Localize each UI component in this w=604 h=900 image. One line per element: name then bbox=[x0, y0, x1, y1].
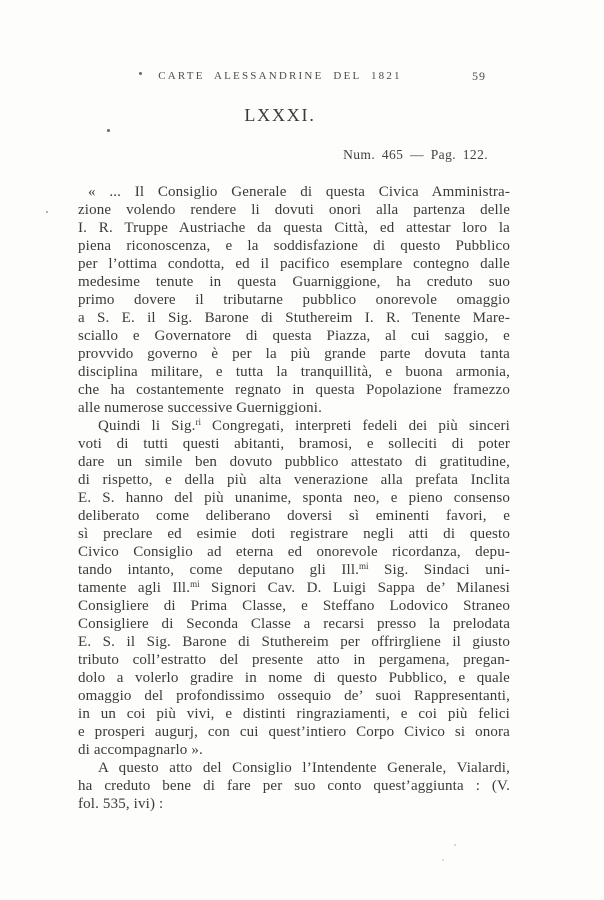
text-line: che ha costantemente regnato in questa Popolazione framezzo bbox=[78, 382, 510, 398]
text-line: sì preclare ed esimie doti registrare negli atti di questo bbox=[78, 526, 510, 542]
section-heading: LXXXI. bbox=[244, 105, 316, 125]
text-line: medesime tenute in questa Guarniggione, ha creduto suo bbox=[78, 274, 510, 290]
text-line: di rispetto, e della più alta venerazione alla prefata Inclita bbox=[78, 472, 510, 488]
text-line: dolo a volerlo gradire in nome di questo Pubblico, e quale bbox=[78, 670, 510, 686]
text-line: primo dovere il tributarne pubblico onorevole omaggio bbox=[78, 292, 510, 308]
paragraph bbox=[78, 183, 510, 417]
page-number: 59 bbox=[472, 69, 486, 83]
text-line: tando intanto, come deputano gli Ill.$^{mi}$ Sig. Sindaci uni- bbox=[78, 561, 510, 578]
text-line: per l’ottima condotta, ed il pacifico esemplare contegno dalle bbox=[78, 256, 510, 272]
text-line: E. S. hanno del più unanime, sponta neo, e pieno consenso bbox=[78, 490, 510, 506]
text-line: Quindi li Sig.$^{ri}$ Congregati, interpreti fedeli dei più sinceri bbox=[98, 417, 510, 434]
paragraph bbox=[78, 759, 510, 813]
text-line: zione volendo rendere li dovuti onori alla partenza delle bbox=[78, 202, 510, 218]
scan-speck bbox=[107, 129, 110, 132]
text-line: provvido governo è per la più grande parte dovuta tanta bbox=[78, 346, 510, 362]
scan-speck bbox=[139, 72, 142, 75]
text-line: tributo coll’estratto del presente atto in pergamena, pregan- bbox=[78, 652, 510, 668]
scan-speck bbox=[454, 844, 456, 846]
text-line: I. R. Truppe Austriache da questa Città, ed attestar loro la bbox=[78, 220, 510, 236]
text-line: sciallo e Governatore di questa Piazza, al cui saggio, e bbox=[78, 328, 510, 344]
scan-speck bbox=[442, 859, 444, 861]
text-line: Consigliere di Prima Classe, e Steffano Lodovico Straneo bbox=[78, 598, 510, 614]
text-line: dare un simile ben dovuto pubblico attestato di gratitudine, bbox=[78, 454, 510, 470]
text-line: deliberato come deliberano doversi sì eminenti favori, e bbox=[78, 508, 510, 524]
text-line: e prosperi augurj, con cui quest’intiero Corpo Civico si onora bbox=[78, 724, 510, 740]
text-line: « ... Il Consiglio Generale di questa Civica Amministra- bbox=[88, 184, 510, 200]
text-line: alle numerose successive Guerniggioni. bbox=[78, 400, 322, 416]
page-body bbox=[78, 183, 510, 813]
text-line: E. S. il Sig. Barone di Stuthereim per offrirgliene il giusto bbox=[78, 634, 510, 650]
text-line: di accompagnarlo ». bbox=[78, 742, 203, 758]
text-line: in un coi più vivi, e distinti ringraziamenti, e coi più felici bbox=[78, 706, 510, 722]
text-line: A questo atto del Consiglio l’Intendente Generale, Vialardi, bbox=[98, 760, 510, 776]
running-header-title: CARTE ALESSANDRINE DEL 1821 bbox=[158, 70, 402, 82]
text-line: disciplina militare, e tutta la tranquillità, e buona armonia, bbox=[78, 364, 510, 380]
text-line: ha creduto bene di fare per suo conto quest’aggiunta : (V. bbox=[78, 778, 510, 794]
scan-speck bbox=[46, 211, 48, 213]
text-line: tamente agli Ill.$^{mi}$ Signori Cav. D. Luigi Sappa de’ Milanesi bbox=[78, 579, 510, 596]
paragraph bbox=[78, 417, 510, 759]
text-line: fol. 535, ivi) : bbox=[78, 796, 164, 812]
document-reference: Num. 465 — Pag. 122. bbox=[343, 147, 488, 162]
text-line: omaggio del profondissimo ossequio de’ suoi Rappresentanti, bbox=[78, 688, 510, 704]
text-line: Consigliere di Seconda Classe a recarsi presso la prelodata bbox=[78, 616, 510, 632]
text-line: piena riconoscenza, e la soddisfazione di questo Pubblico bbox=[78, 238, 510, 254]
text-line: voti di tutti questi abitanti, bramosi, e solleciti di poter bbox=[78, 436, 510, 452]
text-line: a S. E. il Sig. Barone di Stuthereim I. R. Tenente Mare- bbox=[78, 310, 510, 326]
text-line: Civico Consiglio ad eterna ed onorevole ricordanza, depu- bbox=[78, 544, 510, 560]
